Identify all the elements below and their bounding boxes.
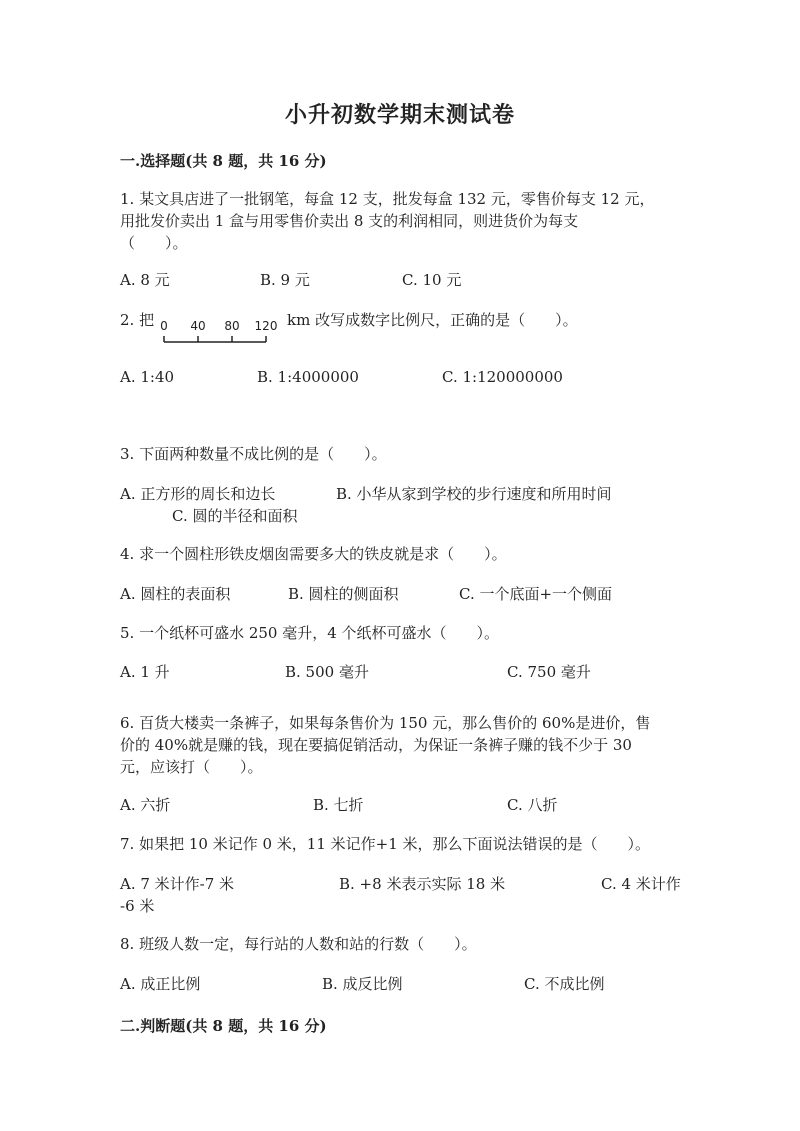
- question-8: 8. 班级人数一定，每行站的人数和站的行数（ ）。: [120, 935, 477, 953]
- option-c-continued: -6 米: [120, 897, 155, 915]
- question-6: [120, 712, 680, 778]
- section-heading-judgement: 二.判断题(共 8 题，共 16 分): [120, 1017, 327, 1035]
- option-b[interactable]: B. 成反比例: [322, 975, 403, 993]
- option-b[interactable]: B. 1:4000000: [257, 368, 359, 386]
- question-2-options: [120, 368, 690, 392]
- scale-tick-label: 120: [254, 319, 278, 333]
- option-c[interactable]: C. 10 元: [402, 271, 462, 289]
- question-1: [120, 188, 680, 254]
- option-a[interactable]: A. 1:40: [120, 368, 175, 386]
- question-3-options: [120, 483, 690, 507]
- option-a[interactable]: A. 1 升: [120, 663, 170, 681]
- option-a[interactable]: A. 正方形的周长和边长: [120, 485, 276, 503]
- question-7-options-row-2: [120, 895, 690, 919]
- question-2-suffix: km 改写成数字比例尺，正确的是（ ）。: [287, 311, 578, 329]
- option-c[interactable]: C. 圆的半径和面积: [172, 507, 298, 525]
- question-1-line-3: （ ）。: [120, 234, 188, 252]
- question-5-options: [120, 661, 690, 685]
- question-6-options: [120, 794, 690, 818]
- question-4-options: [120, 583, 690, 607]
- question-3-options-row-2: [120, 505, 690, 529]
- question-6-line-3: 元，应该打（ ）。: [120, 758, 263, 776]
- scale-bar: [160, 316, 280, 350]
- question-5: 5. 一个纸杯可盛水 250 毫升，4 个纸杯可盛水（ ）。: [120, 624, 500, 642]
- scale-tick-label: 0: [160, 319, 168, 333]
- option-b[interactable]: B. 圆柱的侧面积: [288, 585, 399, 603]
- option-c[interactable]: C. 八折: [507, 796, 558, 814]
- scale-tick-label: 40: [190, 319, 206, 333]
- option-c[interactable]: C. 不成比例: [524, 975, 605, 993]
- question-6-line-1: 6. 百货大楼卖一条裤子，如果每条售价为 150 元，那么售价的 60%是进价，售: [120, 714, 651, 732]
- option-b[interactable]: B. +8 米表示实际 18 米: [339, 875, 506, 893]
- question-2-prefix: 2. 把: [120, 311, 155, 329]
- question-7-options: [120, 873, 690, 897]
- question-6-line-2: 价的 40%就是赚的钱，现在要搞促销活动，为保证一条裤子赚的钱不少于 30: [120, 736, 632, 754]
- question-1-options: [120, 269, 690, 293]
- option-c[interactable]: C. 1:120000000: [442, 368, 563, 386]
- option-c[interactable]: C. 一个底面+一个侧面: [459, 585, 613, 603]
- question-4: 4. 求一个圆柱形铁皮烟囱需要多大的铁皮就是求（ ）。: [120, 545, 507, 563]
- option-a[interactable]: A. 7 米计作-7 米: [120, 875, 235, 893]
- option-b[interactable]: B. 500 毫升: [285, 663, 369, 681]
- option-b[interactable]: B. 小华从家到学校的步行速度和所用时间: [336, 485, 612, 503]
- page-title: 小升初数学期末测试卷: [284, 102, 515, 128]
- question-7: 7. 如果把 10 米记作 0 米，11 米记作+1 米，那么下面说法错误的是（ ）。: [120, 835, 651, 853]
- option-a[interactable]: A. 六折: [120, 796, 171, 814]
- scale-tick-label: 80: [224, 319, 240, 333]
- option-b[interactable]: B. 9 元: [260, 271, 310, 289]
- option-c[interactable]: C. 750 毫升: [507, 663, 591, 681]
- option-c[interactable]: C. 4 米计作: [601, 875, 681, 893]
- question-8-options: [120, 973, 690, 997]
- question-1-line-1: 1. 某文具店进了一批钢笔，每盒 12 支，批发每盒 132 元，零售价每支 12 元，: [120, 190, 655, 208]
- section-heading-choice: 一.选择题(共 8 题，共 16 分): [120, 152, 327, 170]
- option-a[interactable]: A. 成正比例: [120, 975, 201, 993]
- option-a[interactable]: A. 圆柱的表面积: [120, 585, 231, 603]
- question-1-line-2: 用批发价卖出 1 盒与用零售价卖出 8 支的利润相同，则进货价为每支: [120, 212, 579, 230]
- option-b[interactable]: B. 七折: [313, 796, 364, 814]
- option-a[interactable]: A. 8 元: [120, 271, 170, 289]
- question-3: 3. 下面两种数量不成比例的是（ ）。: [120, 445, 387, 463]
